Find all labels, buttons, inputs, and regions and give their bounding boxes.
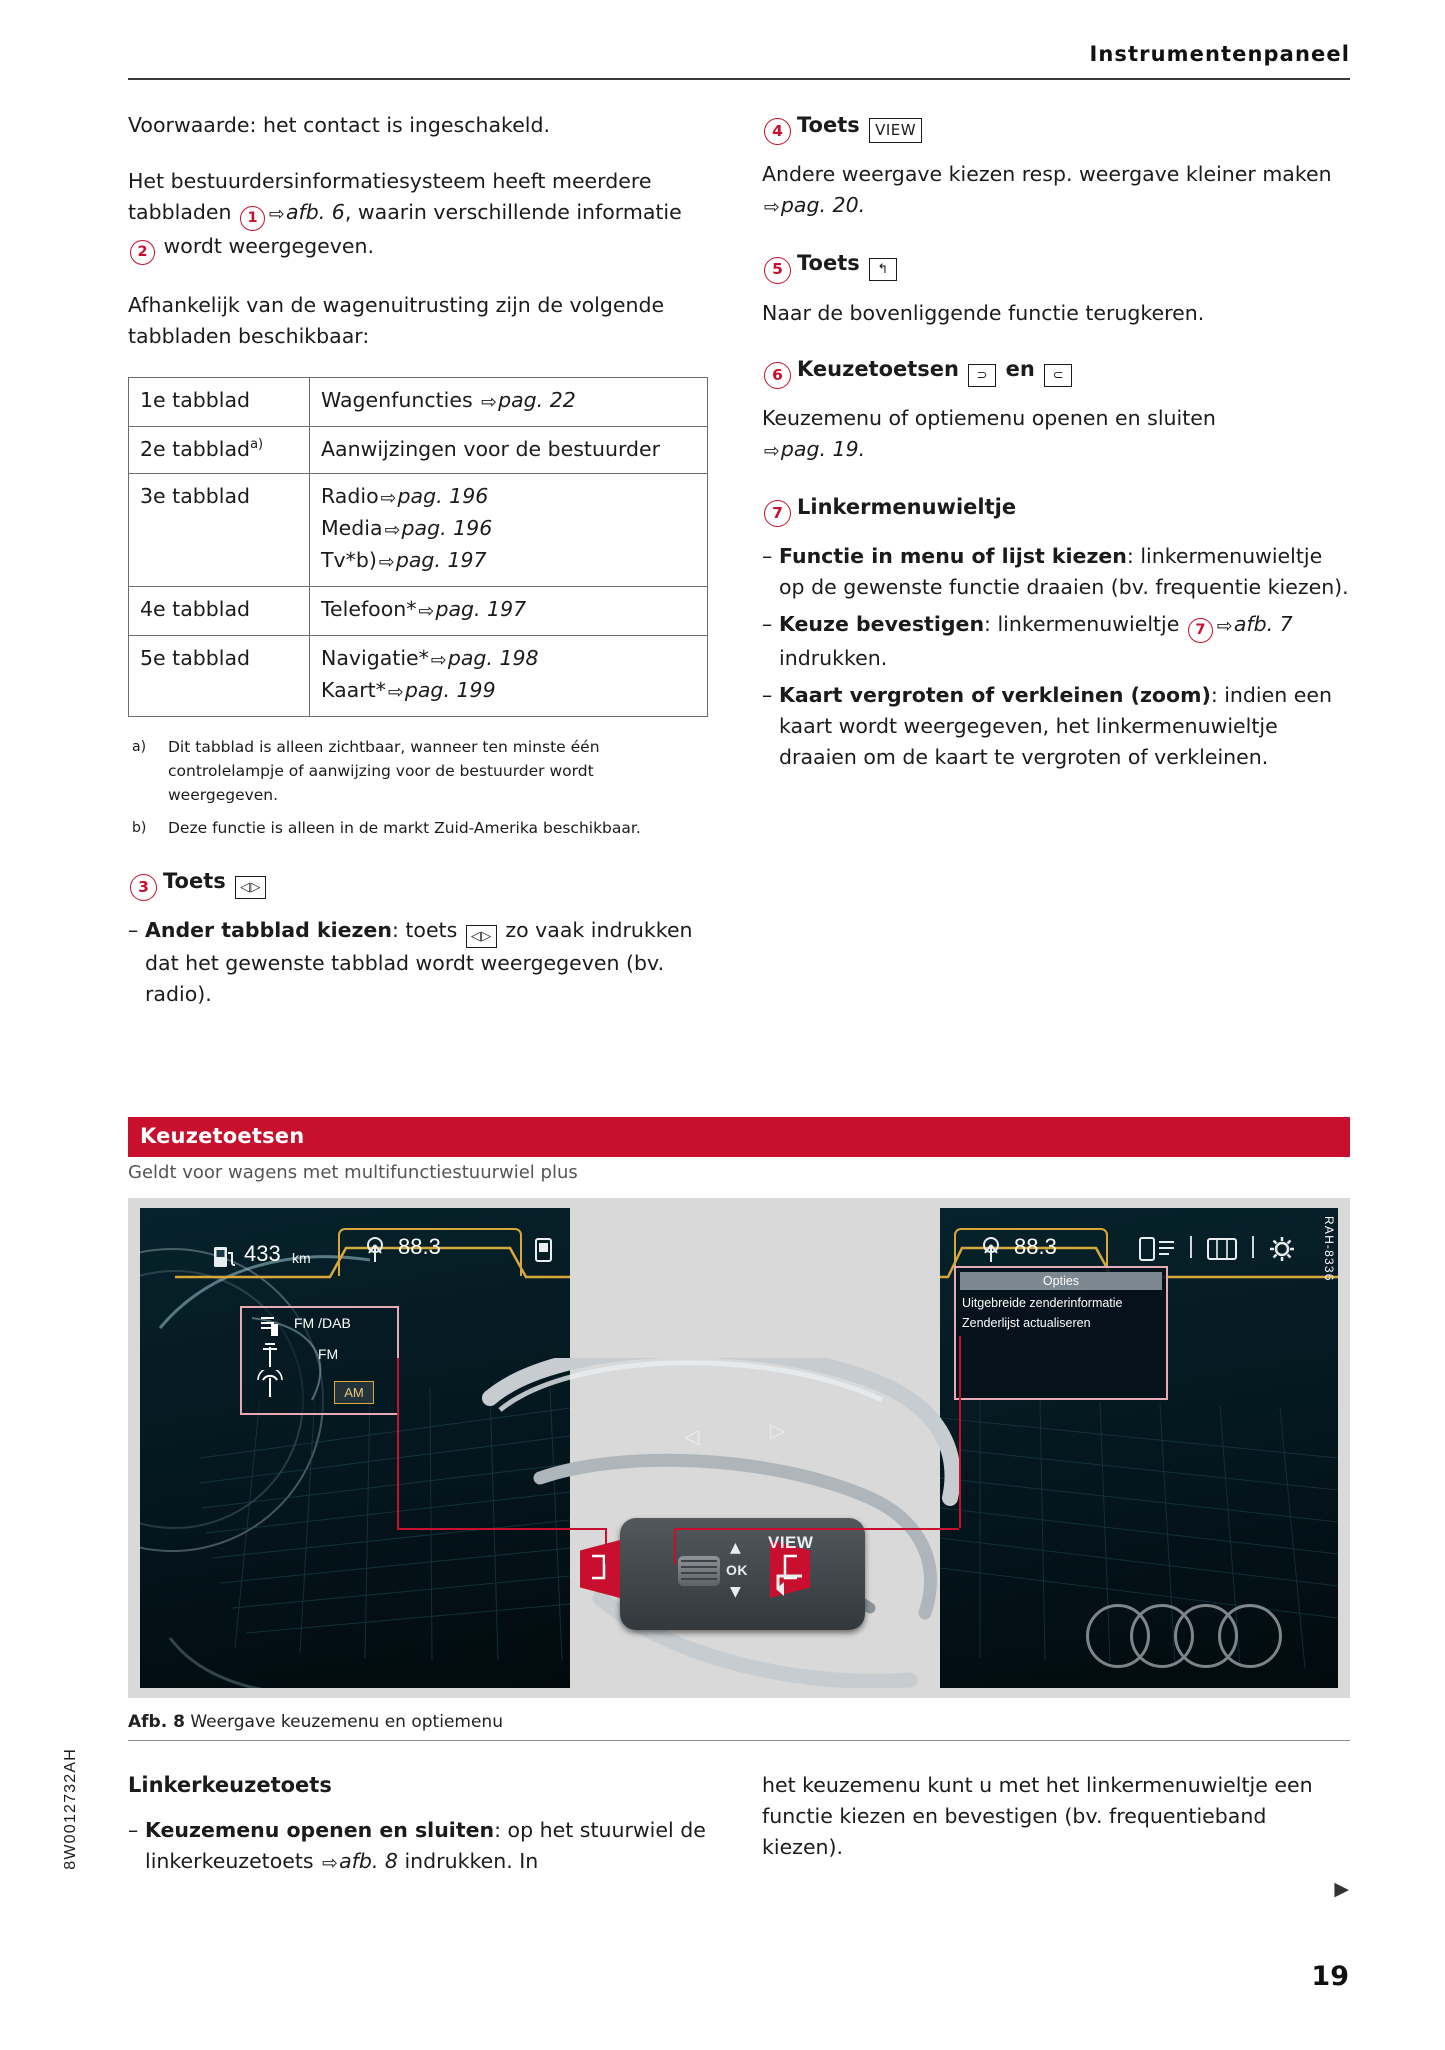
left-select-key-icon [586,1552,612,1582]
bullet-rest-a: : toets [391,917,458,942]
row-label: 1e tabblad [140,387,251,412]
item-3-heading [128,866,708,901]
table-cell-value [310,426,708,473]
tab-table [128,377,708,717]
row-line [321,513,696,545]
item-4-ref: pag. 20. [780,193,866,218]
bullet-ref: afb. 7 [1233,612,1293,636]
figure-container [128,1198,1350,1698]
bullet-dash: – [128,1818,139,1842]
callout-number-5: 5 [764,257,791,284]
callout-number-7: 7 [764,500,791,527]
table-row [129,473,708,586]
bullet-rest-b: indrukken. [779,645,888,670]
ok-down-arrow-icon[interactable]: ▼ [730,1584,741,1600]
footnote-text: Deze functie is alleen in de markt Zuid-Amerika beschikbaar. [168,818,641,837]
paragraph-available-tabs: Afhankelijk van de wagenuitrusting zijn de volgende tabbladen beschikbaar: [128,292,665,348]
bullet-item [762,680,1352,773]
footnote-list [128,735,708,840]
paragraph-tabs-intro [128,166,708,265]
tab-left-arrow-icon[interactable]: ◁ [684,1424,700,1448]
tab-key-icon: ◁▷ [466,925,497,948]
footnote-mark: a) [250,436,264,452]
row-text: Radio [321,483,379,508]
ref-arrow-icon: ⇨ [380,486,397,509]
row-text: Tv*b) [321,547,377,572]
item-3-title: Toets [163,868,226,893]
bullet-item [762,541,1352,603]
header-rule [128,78,1350,80]
figure-caption-text: Weergave keuzemenu en optiemenu [190,1712,503,1732]
row-text: Navigatie* [321,645,429,670]
p2-ref: afb. 6 [285,200,345,224]
gear-icon [1268,1235,1296,1263]
item-4-body [762,159,1352,223]
radio-antenna-icon-right [978,1236,1004,1266]
tab-right-arrow-icon[interactable]: ▷ [770,1418,786,1442]
row-ref: pag. 197 [435,596,527,621]
bullet-dash: – [762,612,773,636]
footnote-mark: b) [132,819,147,836]
table-cell-value [310,635,708,716]
item-7-title: Linkermenuwieltje [797,494,1017,519]
audi-rings-logo [1086,1604,1316,1662]
right-column [762,110,1352,795]
table-cell-label [129,586,310,635]
range-value: 433 [244,1241,281,1266]
row-text: Wagenfuncties [321,387,473,412]
item-4-text: Andere weergave kiezen resp. weergave kleiner maken [762,162,1332,187]
status-bar-rail [140,1222,570,1292]
ref-arrow-icon: ⇨ [764,439,780,462]
item-6-text: Keuzemenu of optiemenu openen en sluiten [762,405,1216,430]
ring-4 [1218,1604,1282,1668]
view-key-icon: VIEW [869,118,922,143]
table-cell-value [310,586,708,635]
list-icon [258,1314,282,1340]
left-column [128,110,708,1032]
callout-number-6: 6 [764,362,791,389]
item-4-heading [762,110,1352,145]
ok-rocker-lines [677,1555,721,1587]
status-divider [1252,1236,1254,1258]
footnote-item [128,735,708,807]
figure-code: RAH-8336 [1322,1216,1336,1282]
bullet-text [779,609,1352,674]
back-button-icon[interactable] [768,1570,808,1598]
bullet-rest-a: : op het stuurwiel de linkerkeuzetoets [145,1818,706,1873]
bullet-rest-b: zo vaak indrukken dat het gewenste tabblad wordt weergegeven (bv. radio). [145,917,693,1006]
row-ref: pag. 197 [395,547,487,572]
item-6-and: en [1005,356,1035,381]
bullet-dash: – [762,682,773,707]
row-ref: pag. 22 [498,387,576,412]
row-line [321,545,696,577]
bullet-bold: Ander tabblad kiezen [145,917,392,942]
table-row [129,377,708,426]
footnote-item [128,816,708,840]
bullet-bold: Kaart vergroten of verkleinen (zoom) [779,682,1211,707]
view-button-label[interactable]: VIEW [768,1533,814,1552]
radio-antenna-icon [362,1236,388,1266]
item-6-title: Keuzetoetsen [797,356,960,381]
status-divider [1190,1236,1192,1258]
bullet-text [779,541,1352,603]
table-row [129,426,708,473]
row-ref: pag. 199 [404,677,496,702]
phone-list-icon [1138,1236,1178,1264]
table-row [129,586,708,635]
bullet-rest-b: indrukken. In [404,1849,539,1873]
row-text: Aanwijzingen voor de bestuurder [321,436,661,461]
callout-number-7-inline: 7 [1188,618,1213,643]
page-header [128,42,1350,66]
bottom-right-text: het keuzemenu kunt u met het linkermenuwieltje een functie kiezen en bevestigen (bv. frequentieband kiezen). [762,1773,1313,1859]
bullet-text [779,680,1352,773]
row-ref: pag. 196 [397,483,489,508]
table-cell-value [310,377,708,426]
bullet-bold: Keuzemenu openen en sluiten [145,1818,495,1842]
section-subtitle: Geldt voor wagens met multifunctiestuurwiel plus [128,1162,578,1183]
row-ref: pag. 196 [401,515,493,540]
am-antenna-icon [255,1370,285,1400]
bullet-rest: : linkermenuwieltje op de gewenste functie draaien (bv. frequentie kiezen). [779,544,1349,599]
row-line [321,643,696,675]
select-key-left-icon: ⊂ [1044,364,1072,387]
row-line [321,481,696,513]
table-cell-label [129,473,310,586]
table-cell-value [310,473,708,586]
ref-arrow-icon: ⇨ [378,550,395,573]
p2-part-c: wordt weergegeven. [163,233,375,258]
item-5-title: Toets [797,251,860,276]
ref-arrow-icon: ⇨ [322,1852,339,1874]
bullet-bold: Keuze bevestigen [779,612,985,636]
row-line [321,675,696,707]
radio-band-fm[interactable]: FM [318,1346,339,1362]
map-icon [1206,1236,1240,1264]
optiemenu-item-1[interactable]: Uitgebreide zenderinformatie [962,1296,1123,1310]
item-4-title: Toets [797,113,860,137]
fm-antenna-icon [259,1341,281,1369]
callout-line-right-horiz [674,1528,959,1530]
row-text: Telefoon* [321,596,417,621]
frequency-value-right: 88.3 [1014,1234,1057,1259]
callout-number-3: 3 [130,874,157,901]
bullet-item [128,915,708,1010]
keuzemenu-popup[interactable] [240,1306,399,1415]
item-6-heading [762,354,1352,389]
fuel-pump-icon [210,1242,240,1272]
figure-image [140,1208,1338,1688]
bullet-rest-a: : linkermenuwieltje [984,612,1180,636]
callout-line-right-vert [959,1336,961,1528]
optiemenu-title: Opties [960,1272,1162,1290]
bullet-dash: – [762,544,773,568]
callout-line-left-drop [605,1528,607,1564]
tab-key-icon: ◁▷ [235,876,266,899]
ref-arrow-icon: ⇨ [764,196,780,219]
item-3-bullets [128,915,708,1010]
page-number: 19 [1311,1961,1349,1992]
section-banner [128,1117,1350,1157]
bottom-left-column [128,1770,708,1885]
ref-arrow-icon: ⇨ [1216,615,1233,637]
figure-caption [128,1712,1350,1732]
bullet-item [762,609,1352,674]
ref-arrow-icon: ⇨ [387,680,404,703]
item-6-ref: pag. 19. [780,436,866,461]
instrument-cluster-photo [140,1208,1338,1688]
table-cell-label [129,426,310,473]
table-cell-label [129,635,310,716]
section-banner-title: Keuzetoetsen [140,1124,305,1148]
p2-part-b: , waarin verschillende informatie [344,200,682,224]
media-icon [532,1236,558,1264]
row-label: 5e tabblad [140,645,251,670]
callout-line-right-drop [674,1528,676,1564]
optiemenu-item-2[interactable]: Zenderlijst actualiseren [962,1316,1091,1330]
wheel-button-pad [620,1518,865,1630]
bullet-text [145,915,708,1010]
bullet-item [128,1815,708,1879]
item-7-bullets [762,541,1352,773]
back-key-icon: ↰ [869,258,897,281]
header-title: Instrumentenpaneel [1089,42,1350,66]
item-6-body [762,403,1352,467]
ref-arrow-icon: ⇨ [384,518,401,541]
bullet-dash: – [128,917,139,942]
radio-band-fm-dab[interactable]: FM /DAB [294,1315,351,1331]
p2-part-a: Het bestuurdersinformatiesysteem heeft meerdere tabbladen [128,169,652,224]
table-cell-label [129,377,310,426]
paragraph-precondition: Voorwaarde: het contact is ingeschakeld. [128,113,551,137]
row-label: 4e tabblad [140,596,251,621]
callout-number-1: 1 [240,206,265,231]
callout-line-left-horiz [397,1528,605,1530]
row-label: 3e tabblad [140,483,251,508]
callout-number-4: 4 [764,118,791,145]
document-side-code: 8W0012732AH [62,1748,79,1870]
bullet-text [145,1815,708,1879]
row-ref: pag. 198 [447,645,539,670]
row-text: Kaart* [321,677,386,702]
steering-wheel [470,1358,1030,1688]
ref-arrow-icon: ⇨ [430,648,447,671]
figure-rule [128,1740,1350,1741]
bullet-rest: : indien een kaart wordt weergegeven, het linkermenuwieltje draaien om de kaart te vergroten of verkleinen. [779,682,1332,769]
footnote-mark: a) [132,738,147,755]
bottom-heading: Linkerkeuzetoets [128,1773,332,1797]
footnote-text: Dit tabblad is alleen zichtbaar, wanneer ten minste één controlelampje of aanwijzing voor de bestuurder wordt weergegeven. [168,737,600,804]
item-5-heading [762,248,1352,283]
continuation-marker-icon: ▶ [1334,1878,1349,1900]
item-5-body: Naar de bovenliggende functie terugkeren. [762,300,1205,325]
radio-band-am-selected[interactable]: AM [334,1381,374,1404]
item-7-heading [762,492,1352,527]
frequency-value-left: 88.3 [398,1234,441,1259]
bullet-bold: Functie in menu of lijst kiezen [779,544,1127,568]
table-row [129,635,708,716]
bullet-ref: afb. 8 [339,1849,398,1873]
bottom-right-column [762,1770,1352,1888]
callout-number-2: 2 [130,240,155,265]
select-key-right-icon: ⊃ [968,364,996,387]
callout-line-left-vert [397,1358,399,1528]
ref-arrow-icon: ⇨ [481,390,498,413]
ref-arrow-icon: ⇨ [269,203,285,225]
ref-arrow-icon: ⇨ [418,599,435,622]
range-unit: km [292,1250,311,1266]
row-text: Media [321,515,383,540]
ok-label: OK [726,1562,748,1578]
ok-up-arrow-icon[interactable]: ▲ [730,1540,741,1556]
row-label: 2e tabblad [140,436,251,461]
figure-caption-label: Afb. 8 [128,1712,185,1732]
